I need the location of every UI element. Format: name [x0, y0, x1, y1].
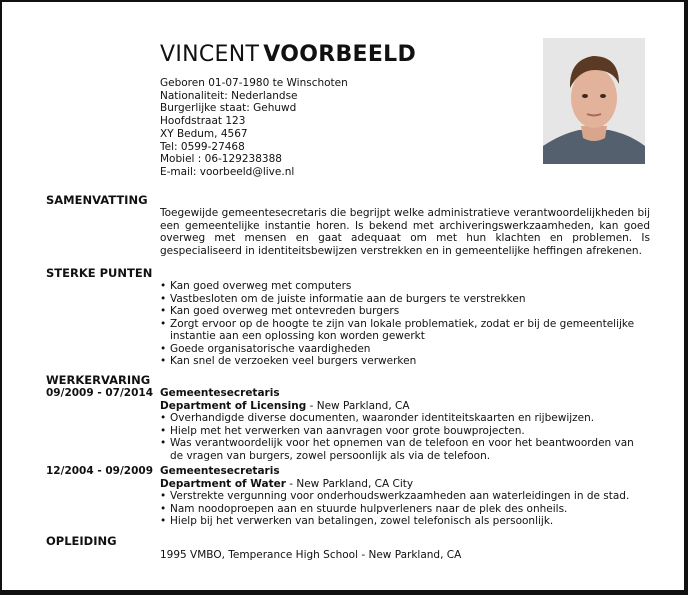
job-title: Gemeentesecretaris	[160, 465, 280, 477]
job-dates: 12/2004 - 09/2009	[46, 465, 154, 477]
postal-city: XY Bedum, 4567	[160, 127, 248, 140]
first-name: VINCENT	[160, 42, 260, 67]
job-title: Gemeentesecretaris	[160, 387, 280, 399]
job-duties	[160, 412, 650, 462]
portrait-illustration	[543, 38, 645, 164]
birth-info: Geboren 01-07-1980 te Winschoten	[160, 77, 348, 89]
candidate-name	[160, 42, 416, 67]
list-item: • Zorgt ervoor op de hoogte te zijn van lokale problematiek, zodat er bij de gemeentelijke instantie aan een oplossing kon worden gewerkt	[160, 318, 650, 343]
last-name: VOORBEELD	[263, 42, 417, 67]
employer-name: Department of Water	[160, 477, 286, 490]
job-employer	[160, 400, 650, 413]
list-item: • Kan goed overweg met computers	[160, 280, 650, 293]
section-title-summary: SAMENVATTING	[46, 193, 148, 207]
job-dates: 09/2009 - 07/2014	[46, 387, 154, 399]
profile-photo	[543, 38, 645, 164]
list-item: • Was verantwoordelijk voor het opnemen van de telefoon en voor het beantwoorden van de vragen van burgers, zowel persoonlijk als via de telefoon.	[160, 437, 650, 462]
mobile: Mobiel : 06-129238388	[160, 153, 282, 166]
list-item: • Nam noodoproepen aan en stuurde hulpverleners naar de plek des onheils.	[160, 503, 650, 516]
job-entry	[160, 387, 650, 462]
list-item: • Vastbesloten om de juiste informatie aan de burgers te verstrekken	[160, 293, 650, 306]
list-item: • Hielp met het verwerken van aanvragen voor grote bouwprojecten.	[160, 425, 650, 438]
employer-location: - New Parkland, CA City	[285, 477, 414, 490]
strengths-list	[160, 280, 650, 368]
email: E-mail: voorbeeld@live.nl	[160, 165, 295, 178]
phone: Tel: 0599-27468	[160, 140, 245, 153]
summary-text: Toegewijde gemeentesecretaris die begrijpt welke administratieve verantwoordelijkheden bij een gemeentelijke instantie horen. Is bekend met archiveringswerkzaamheden, kan goed overweg met mensen en gaat adequaat om met hun klachten en problemen. Is gespecialiseerd in identiteitsbewijzen verstrekken en in gemeentelijke heffingen afrekenen.	[160, 207, 650, 257]
list-item: • Goede organisatorische vaardigheden	[160, 343, 650, 356]
list-item: • Kan goed overweg met ontevreden burgers	[160, 305, 650, 318]
education-entry: 1995 VMBO, Temperance High School - New Parkland, CA	[160, 549, 462, 561]
list-item: • Kan snel de verzoeken veel burgers verwerken	[160, 355, 650, 368]
employer-location: - New Parkland, CA	[306, 399, 410, 412]
street-address: Hoofdstraat 123	[160, 115, 246, 128]
list-item: • Hielp bij het verwerken van betalingen, zowel telefonisch als persoonlijk.	[160, 515, 650, 528]
list-item: • Verstrekte vergunning voor onderhoudswerkzaamheden aan waterleidingen in de stad.	[160, 490, 650, 503]
contact-details	[160, 77, 348, 179]
list-item: • Overhandigde diverse documenten, waaronder identiteitskaarten en rijbewijzen.	[160, 412, 650, 425]
job-duties	[160, 490, 650, 528]
nationality: Nationaliteit: Nederlandse	[160, 89, 298, 102]
section-title-strengths: STERKE PUNTEN	[46, 266, 153, 280]
employer-name: Department of Licensing	[160, 399, 307, 412]
section-title-experience: WERKERVARING	[46, 373, 151, 387]
job-employer	[160, 478, 650, 491]
job-entry	[160, 465, 650, 528]
section-title-education: OPLEIDING	[46, 534, 117, 548]
marital-status: Burgerlijke staat: Gehuwd	[160, 102, 297, 115]
